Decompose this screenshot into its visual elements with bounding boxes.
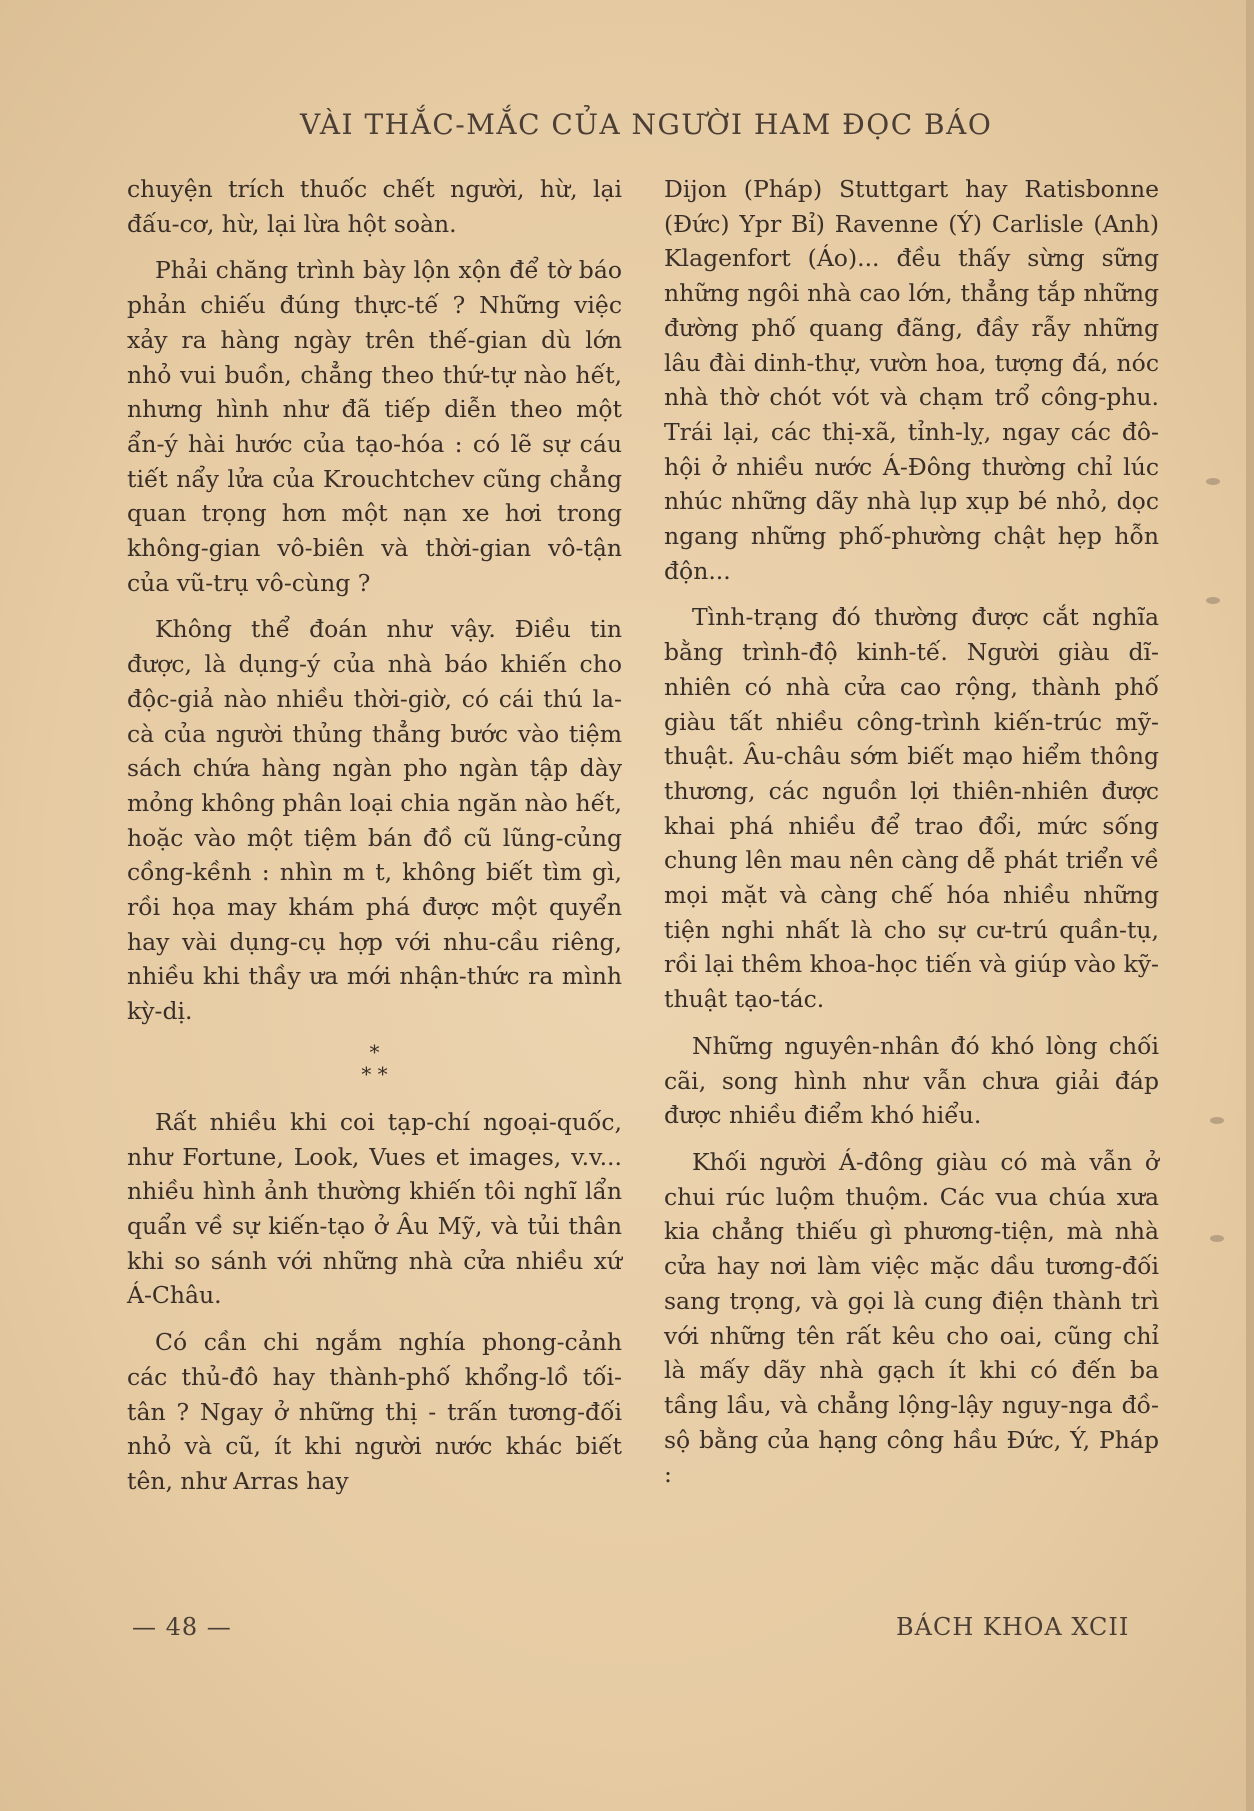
paragraph: Những nguyên-nhân đó khó lòng chối cãi, song hình như vẫn chưa giải đáp được nhiều điểm khó hiểu. — [664, 1031, 1159, 1130]
right-column — [664, 172, 1159, 1504]
paragraph: Tình-trạng đó thường được cắt nghĩa bằng trình-độ kinh-tế. Người giàu dĩ-nhiên có nhà cửa cao rộng, thành phố giàu tất nhiều công-trình kiến-trúc mỹ-thuật. Âu-châu sớm biết mạo hiểm thông thương, các nguồn lợi thiên-nhiên được khai phá nhiều để trao đổi, mức sống chung lên mau nên càng dễ phát triển về mọi mặt và càng chế hóa nhiều những tiện nghi nhất là cho sự cư-trú quần-tụ, rồi lại thêm khoa-học tiến và giúp vào kỹ-thuật tạo-tác. — [664, 603, 1159, 1014]
publication-name: BÁCH KHOA XCII — [896, 1613, 1130, 1641]
page-edge — [1246, 0, 1254, 1811]
page-number: — 48 — — [132, 1613, 232, 1641]
section-separator — [127, 1041, 622, 1085]
margin-mark — [1206, 478, 1220, 485]
separator-top: * — [369, 1039, 380, 1064]
left-column — [127, 172, 622, 1511]
paragraph: Có cần chi ngắm nghía phong-cảnh các thủ-đô hay thành-phố khổng-lồ tối-tân ? Ngay ở những thị - trấn tương-đối nhỏ và cũ, ít khi người nước khác biết tên, như Arras hay — [127, 1328, 622, 1495]
margin-mark — [1210, 1117, 1224, 1124]
paragraph: Phải chăng trình bày lộn xộn để tờ báo phản chiếu đúng thực-tế ? Những việc xảy ra hàng ngày trên thế-gian dù lớn nhỏ vui buồn, chẳng theo thứ-tự nào hết, nhưng hình như đã tiếp diễn theo một ẩn-ý hài hước của tạo-hóa : có lẽ sự cáu tiết nẩy lửa của Krouchtchev cũng chẳng quan trọng hơn một nạn xe hơi trong không-gian vô-biên và thời-gian vô-tận của vũ-trụ vô-cùng ? — [127, 256, 622, 597]
page-header: VÀI THẮC-MẮC CỦA NGƯỜI HAM ĐỌC BÁO — [300, 108, 993, 141]
paragraph: Khối người Á-đông giàu có mà vẫn ở chui rúc luộm thuộm. Các vua chúa xưa kia chẳng thiếu gì phương-tiện, mà nhà cửa hay nơi làm việc mặc dầu tương-đối sang trọng, và gọi là cung điện thành trì với những tên rất kêu cho oai, cũng chỉ là mấy dãy nhà gạch ít khi có đến ba tầng lầu, và chẳng lộng-lậy nguy-nga đồ-sộ bằng của hạng công hầu Đức, Ý, Pháp : — [664, 1147, 1159, 1489]
separator-bottom: * * — [361, 1061, 388, 1086]
margin-mark — [1206, 597, 1220, 604]
paragraph: Rất nhiều khi coi tạp-chí ngoại-quốc, như Fortune, Look, Vues et images, v.v... nhiều hình ảnh thường khiến tôi nghĩ lẩn quẩn về sự kiến-tạo ở Âu Mỹ, và tủi thân khi so sánh với những nhà cửa nhiều xứ Á-Châu. — [127, 1107, 622, 1310]
margin-mark — [1210, 1235, 1224, 1242]
paragraph: Không thể đoán như vậy. Điều tin được, là dụng-ý của nhà báo khiến cho độc-giả nào nhiều thời-giờ, có cái thú la-cà của người thủng thẳng bước vào tiệm sách chứa hàng ngàn pho ngàn tập dày mỏng không phân loại chia ngăn nào hết, hoặc vào một tiệm bán đồ cũ lũng-củng cồng-kềnh : nhìn m t, không biết tìm gì, rồi họa may khám phá được một quyển hay vài dụng-cụ hợp với nhu-cầu riêng, nhiều khi thầy ưa mới nhận-thức ra mình kỳ-dị. — [127, 615, 622, 1026]
paragraph: chuyện trích thuốc chết người, hừ, lại đấu-cơ, hừ, lại lừa hột soàn. — [127, 175, 622, 238]
paragraph: Dijon (Pháp) Stuttgart hay Ratisbonne (Đức) Ypr Bỉ) Ravenne (Ý) Carlisle (Anh) Klagenfort (Áo)... đều thấy sừng sững những ngôi nhà cao lớn, thẳng tắp những đường phố quang đãng, đầy rẫy những lâu đài dinh-thự, vườn hoa, tượng đá, nóc nhà thờ chót vót và chạm trổ công-phu. Trái lại, các thị-xã, tỉnh-lỵ, ngay các đô-hội ở nhiều nước Á-Đông thường chỉ lúc nhúc những dãy nhà lụp xụp bé nhỏ, dọc ngang những phố-phường chật hẹp hỗn độn... — [664, 175, 1159, 585]
